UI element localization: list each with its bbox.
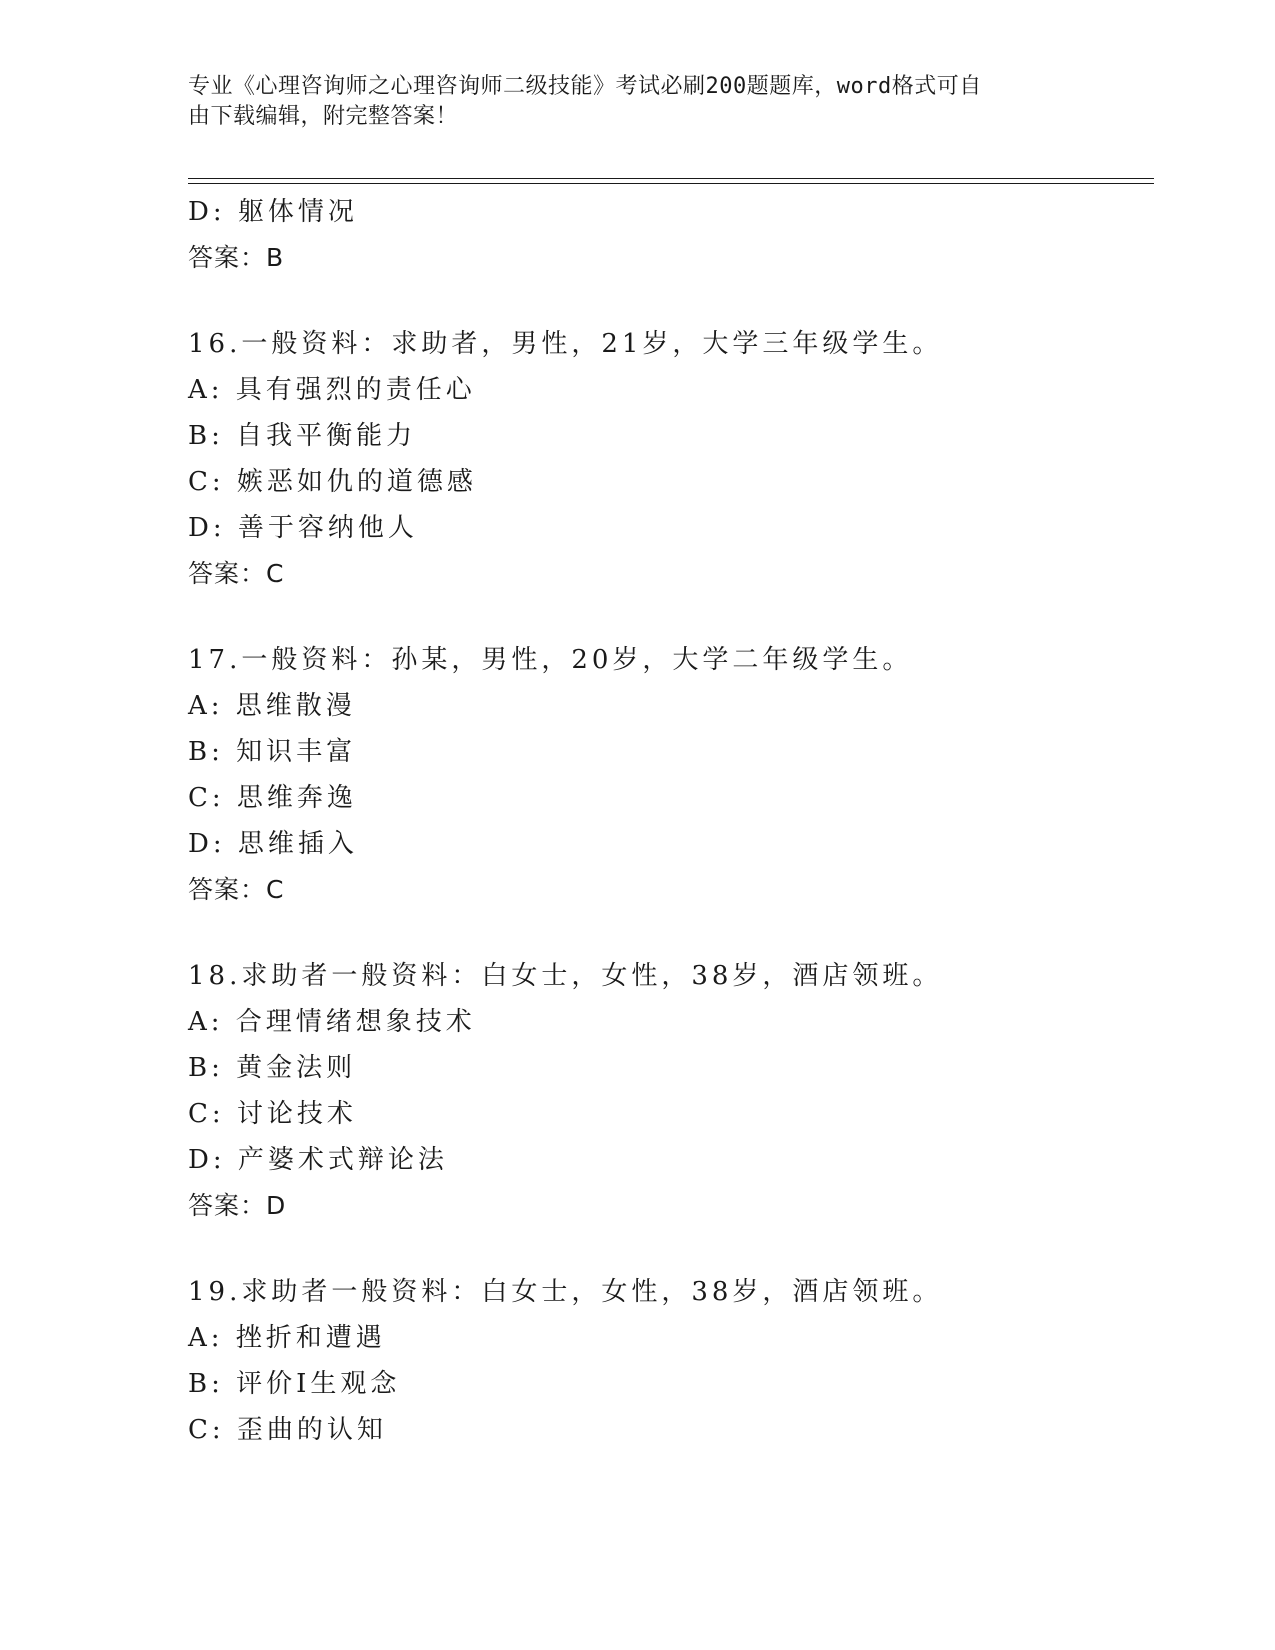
header-line-1: 专业《心理咨询师之心理咨询师二级技能》考试必刷200题题库，word格式可自 (188, 74, 982, 99)
header-divider-top (188, 178, 1154, 179)
question-stem: 18.求助者一般资料：白女士，女性，38岁，酒店领班。 (188, 961, 943, 991)
answer-line: 答案：C (188, 559, 285, 588)
question-stem: 16.一般资料：求助者，男性，21岁，大学三年级学生。 (188, 329, 943, 359)
option-d: D: 思维插入 (188, 829, 358, 859)
option-b: B: 黄金法则 (188, 1053, 357, 1083)
header-line-2: 由下载编辑，附完整答案！ (188, 104, 459, 129)
option-d: D: 产婆术式辩论法 (188, 1145, 448, 1175)
header-divider-bottom (188, 183, 1154, 184)
option-c: C: 歪曲的认知 (188, 1415, 387, 1445)
option-a: A: 具有强烈的责任心 (188, 375, 476, 405)
answer-line: 答案：C (188, 875, 285, 904)
question-stem: 17.一般资料：孙某，男性，20岁，大学二年级学生。 (188, 645, 913, 675)
question-17 (188, 637, 1148, 913)
question-list (188, 189, 1148, 1453)
question-stem: 19.求助者一般资料：白女士，女性，38岁，酒店领班。 (188, 1277, 943, 1307)
question-18 (188, 953, 1148, 1229)
question-19 (188, 1269, 1148, 1453)
option-a: A: 思维散漫 (188, 691, 356, 721)
option-d: D: 躯体情况 (188, 197, 358, 227)
option-c: C: 嫉恶如仇的道德感 (188, 467, 477, 497)
option-b: B: 自我平衡能力 (188, 421, 417, 451)
option-b: B: 知识丰富 (188, 737, 357, 767)
answer-line: 答案：B (188, 243, 285, 272)
option-b: B: 评价I生观念 (188, 1369, 401, 1399)
option-d: D: 善于容纳他人 (188, 513, 418, 543)
option-c: C: 思维奔逸 (188, 783, 357, 813)
question-16 (188, 321, 1148, 597)
document-header (188, 72, 1068, 132)
option-a: A: 合理情绪想象技术 (188, 1007, 476, 1037)
option-a: A: 挫折和遭遇 (188, 1323, 386, 1353)
option-c: C: 讨论技术 (188, 1099, 357, 1129)
answer-line: 答案：D (188, 1191, 287, 1220)
